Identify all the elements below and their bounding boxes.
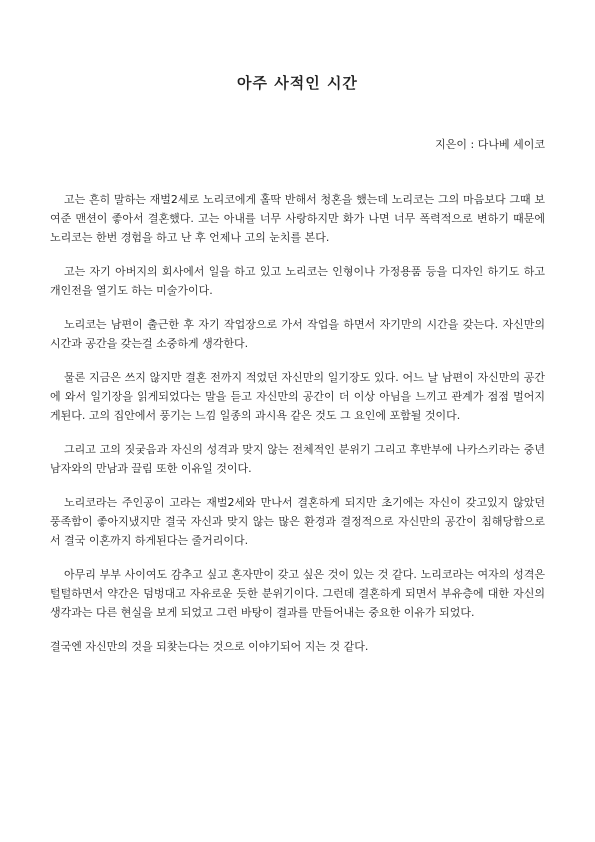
paragraph: 노리코는 남편이 출근한 후 자기 작업장으로 가서 작업을 하면서 자기만의 시간을 갖는다. 자신만의 시간과 공간을 갖는걸 소중하게 생각한다. (50, 318, 545, 350)
author-line: 지은이 : 다나베 세이코 (435, 138, 545, 151)
paragraph: 고는 자기 아버지의 회사에서 일을 하고 있고 노리코는 인형이나 가정용품 등을 디자인 하기도 하고 개인전을 열기도 하는 미술가이다. (50, 265, 545, 297)
paragraph: 결국엔 자신만의 것을 되찾는다는 것으로 이야기되어 지는 것 같다. (50, 640, 369, 653)
paragraph: 물론 지금은 쓰지 않지만 결혼 전까지 적었던 자신만의 일기장도 있다. 어느 날 남편이 자신만의 공간에 와서 일기장을 읽게되었다는 말을 듣고 자신만의 공간이 더 이상 아님을 느끼고 관계가 점점 멀어지게된다. 고의 집안에서 풍기는 느낌 일종의 과시욕 같은 것도 그 요인에 포함될 것이다. (50, 371, 545, 422)
paragraph: 그리고 고의 짓궂음과 자신의 성격과 맞지 않는 전체적인 분위기 그리고 후반부에 나카스키라는 중년 남자와의 만남과 끌림 또한 이유일 것이다. (50, 443, 545, 475)
paragraph: 노리코라는 주인공이 고라는 재벌2세와 만나서 결혼하게 되지만 초기에는 자신이 갖고있지 않았던 풍족함이 좋아지냈지만 결국 자신과 맞지 않는 많은 환경과 결정적으로 자신만의 공간이 침해당함으로서 결국 이혼까지 하게된다는 줄거리이다. (50, 496, 545, 547)
paragraph: 아무리 부부 사이여도 감추고 싶고 혼자만이 갖고 싶은 것이 있는 것 같다. 노리코라는 여자의 성격은 털털하면서 약간은 덤벙대고 자유로운 듯한 분위기이다. 그런데 결혼하게 되면서 부유층에 대한 자신의 생각과는 다른 현실을 보게 되었고 그런 바탕이 결과를 만들어내는 중요한 이유가 되었다. (50, 568, 545, 619)
paragraph: 고는 흔히 말하는 재벌2세로 노리코에게 홀딱 반해서 청혼을 했는데 노리코는 그의 마음보다 그때 보여준 맨션이 좋아서 결혼했다. 고는 아내를 너무 사랑하지만 화가 나면 너무 폭력적으로 변하기 때문에 노리코는 한번 경험을 하고 난 후 언제나 고의 눈치를 본다. (50, 193, 545, 244)
document-title: 아주 사적인 시간 (237, 74, 358, 92)
document-body (50, 190, 545, 671)
